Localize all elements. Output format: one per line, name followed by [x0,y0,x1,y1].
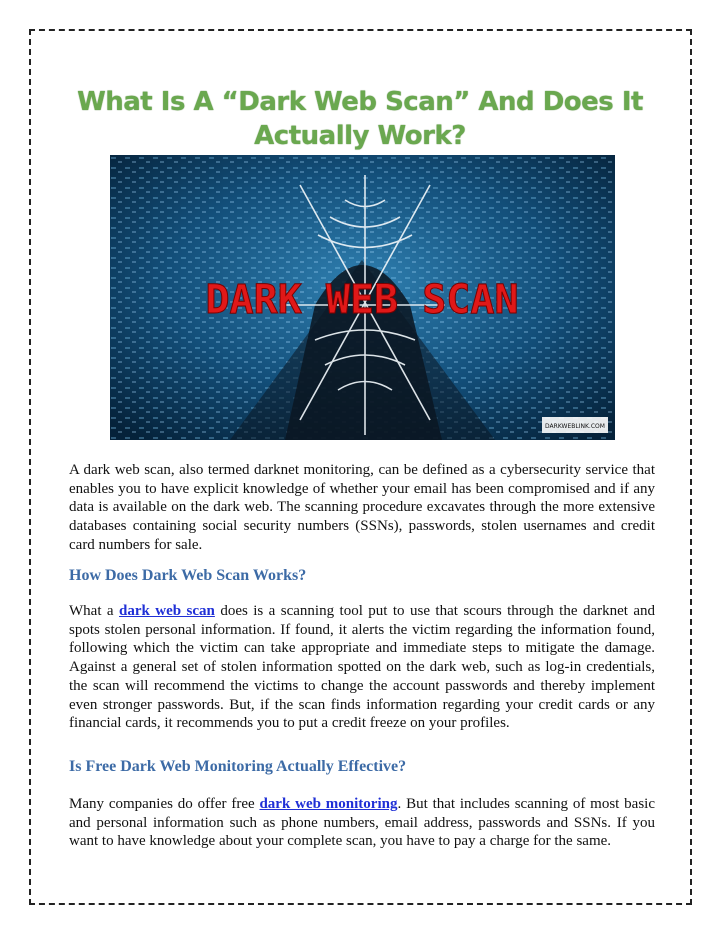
page-title: What Is A “Dark Web Scan” And Does It Actually Work? [77,87,643,152]
section-heading-how-it-works: How Does Dark Web Scan Works? [69,567,307,584]
paragraph-text: . But that includes scanning of most basic and personal information such as phone numbers, email address, passwords and SSNs. If you want to have knowledge about your complete scan, you have to pay a charge for the same. [69,796,655,850]
hero-image [110,155,615,440]
banner-text: DARK WEB SCAN [205,277,519,323]
paragraph-text: does is a scanning tool put to use that scours through the darknet and spots stolen personal information. If found, it alerts the victim regarding the information found, following which the victim can take appropriate and immediate steps to mitigate the damage. Against a general set of stolen information spotted on the dark web, such as log-in credentials, the scan will recommend the victims to change the account passwords and thereby implement even stronger passwords. But, if the scan finds information regarding your credit cards or any financial cards, it recommends you to put a credit freeze on your profiles. [69,603,656,732]
section-paragraph-free-monitoring [69,795,655,851]
section-heading-free-monitoring: Is Free Dark Web Monitoring Actually Effective? [69,758,407,775]
intro-paragraph: A dark web scan, also termed darknet monitoring, can be defined as a cybersecurity service that enables you to have explicit knowledge of whether your email has been compromised and if any data is available on the dark web. The scanning procedure excavates through the more extensive databases containing social security numbers (SSNs), passwords, stolen usernames and credit card numbers for sale. [69,462,655,553]
section-paragraph-how-it-works [69,602,655,733]
paragraph-text: Many companies do offer free [69,796,260,812]
paragraph-text: What a [69,603,120,619]
dark-web-scan-link[interactable]: dark web scan [119,603,215,619]
dark-web-monitoring-link[interactable]: dark web monitoring [259,796,398,812]
watermark-text: DARKWEBLINK.COM [545,423,605,430]
